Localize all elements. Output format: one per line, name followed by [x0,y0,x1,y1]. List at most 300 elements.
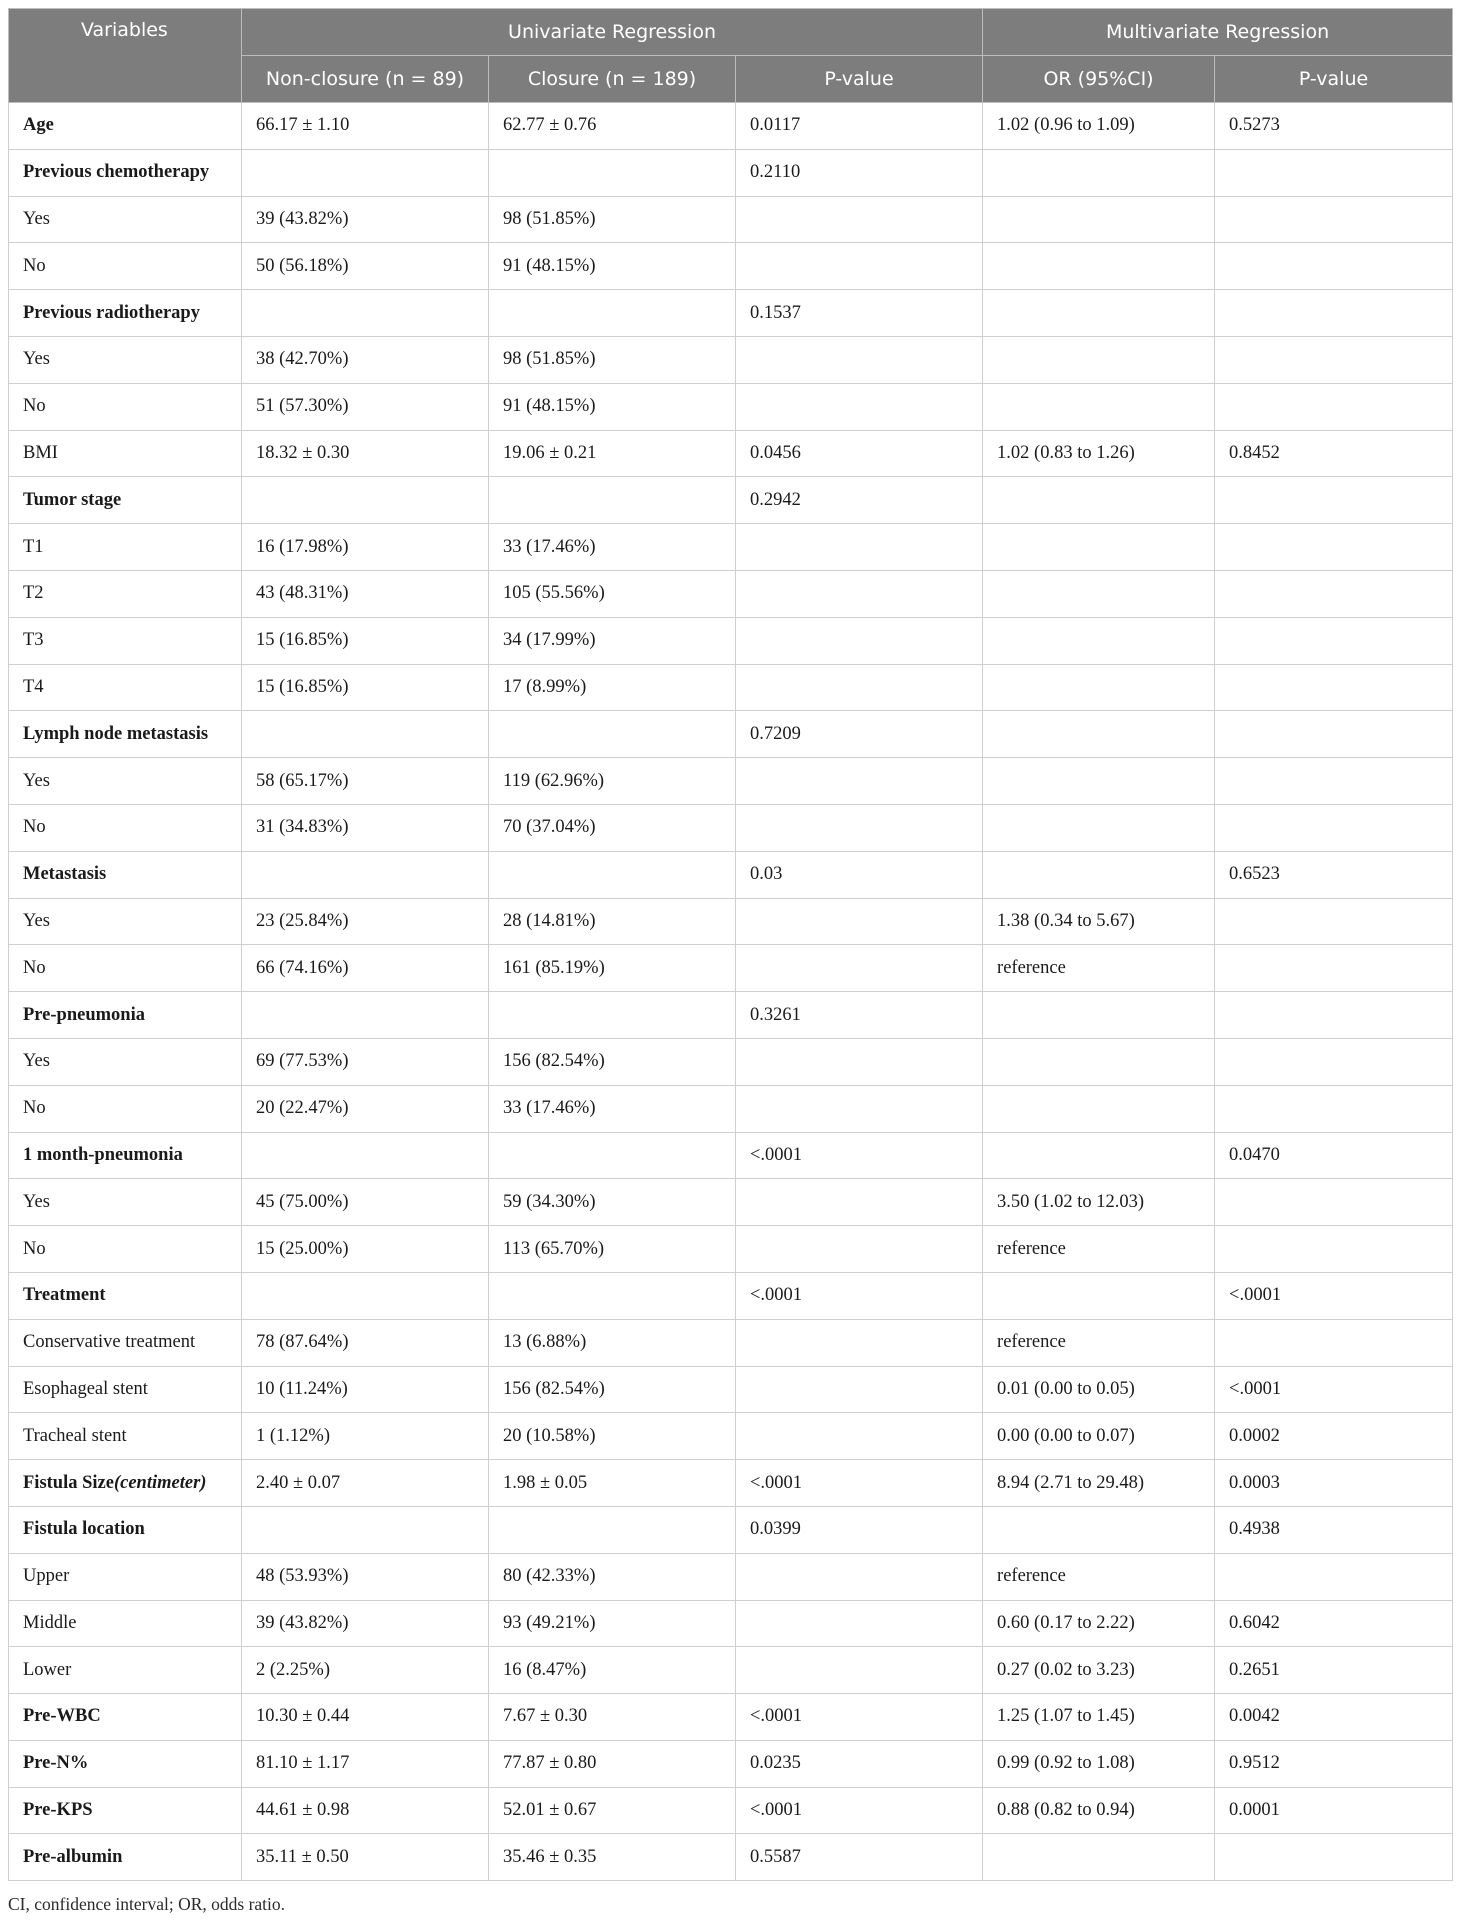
variable-cell [9,992,242,1039]
non-closure-cell [242,1506,489,1553]
odds-ratio-cell: 8.94 (2.71 to 29.48) [983,1460,1215,1507]
multivariate-p-cell: 0.9512 [1215,1740,1453,1787]
closure-cell: 91 (48.15%) [489,383,736,430]
univariate-p-cell [736,945,983,992]
closure-cell: 13 (6.88%) [489,1319,736,1366]
multivariate-p-cell: 0.0002 [1215,1413,1453,1460]
closure-cell: 156 (82.54%) [489,1038,736,1085]
variable-label: BMI [23,442,58,463]
odds-ratio-cell [983,477,1215,524]
table-row [9,1366,1453,1413]
variable-cell [9,1319,242,1366]
closure-cell: 70 (37.04%) [489,804,736,851]
non-closure-cell [242,992,489,1039]
variable-label: Previous chemotherapy [23,162,210,183]
closure-cell [489,1132,736,1179]
odds-ratio-cell: 1.38 (0.34 to 5.67) [983,898,1215,945]
table-row [9,1647,1453,1694]
closure-cell: 7.67 ± 0.30 [489,1694,736,1741]
odds-ratio-cell: 1.25 (1.07 to 1.45) [983,1694,1215,1741]
table-header [9,9,1453,103]
closure-cell: 33 (17.46%) [489,1085,736,1132]
non-closure-cell: 44.61 ± 0.98 [242,1787,489,1834]
variable-unit: (centimeter) [113,1472,207,1493]
closure-cell [489,290,736,337]
non-closure-cell: 15 (16.85%) [242,664,489,711]
non-closure-cell: 35.11 ± 0.50 [242,1834,489,1881]
non-closure-cell: 38 (42.70%) [242,336,489,383]
closure-cell: 80 (42.33%) [489,1553,736,1600]
multivariate-p-cell: 0.0001 [1215,1787,1453,1834]
table-row [9,477,1453,524]
table-row [9,945,1453,992]
variable-cell [9,1038,242,1085]
variable-cell [9,336,242,383]
non-closure-cell: 58 (65.17%) [242,758,489,805]
non-closure-cell [242,1272,489,1319]
variable-label: No [23,817,46,838]
odds-ratio-cell [983,524,1215,571]
closure-cell: 52.01 ± 0.67 [489,1787,736,1834]
multivariate-p-cell [1215,1038,1453,1085]
multivariate-p-cell: 0.4938 [1215,1506,1453,1553]
variable-cell [9,711,242,758]
odds-ratio-cell: 0.99 (0.92 to 1.08) [983,1740,1215,1787]
univariate-p-cell: <.0001 [736,1272,983,1319]
non-closure-cell: 50 (56.18%) [242,243,489,290]
table-row [9,1038,1453,1085]
odds-ratio-cell: 0.27 (0.02 to 3.23) [983,1647,1215,1694]
header-univariate: Univariate Regression [242,9,983,56]
multivariate-p-cell: 0.0042 [1215,1694,1453,1741]
non-closure-cell [242,477,489,524]
variable-cell [9,430,242,477]
variable-label: Treatment [23,1285,106,1306]
variable-label: T3 [23,630,44,651]
table-row [9,758,1453,805]
variable-label: T1 [23,536,44,557]
variable-label: Upper [23,1566,70,1587]
variable-cell [9,196,242,243]
multivariate-p-cell [1215,711,1453,758]
variable-label: Fistula location [23,1519,145,1540]
odds-ratio-cell [983,196,1215,243]
non-closure-cell: 1 (1.12%) [242,1413,489,1460]
variable-cell [9,1085,242,1132]
closure-cell: 17 (8.99%) [489,664,736,711]
multivariate-p-cell [1215,1834,1453,1881]
univariate-p-cell [736,1038,983,1085]
closure-cell: 113 (65.70%) [489,1226,736,1273]
univariate-p-cell: 0.7209 [736,711,983,758]
variable-label: Yes [23,910,50,931]
variable-label: Conservative treatment [23,1332,196,1353]
multivariate-p-cell: 0.0470 [1215,1132,1453,1179]
closure-cell: 156 (82.54%) [489,1366,736,1413]
variable-cell [9,383,242,430]
univariate-p-cell [736,1319,983,1366]
variable-cell [9,898,242,945]
variable-label: No [23,396,46,417]
univariate-p-cell: <.0001 [736,1460,983,1507]
non-closure-cell: 48 (53.93%) [242,1553,489,1600]
univariate-p-cell [736,1600,983,1647]
variable-label: Lymph node metastasis [23,723,209,744]
multivariate-p-cell: 0.6523 [1215,851,1453,898]
closure-cell: 34 (17.99%) [489,617,736,664]
multivariate-p-cell [1215,1553,1453,1600]
variable-cell [9,945,242,992]
variable-cell [9,1600,242,1647]
table-row [9,1413,1453,1460]
variable-cell [9,1647,242,1694]
multivariate-p-cell [1215,243,1453,290]
table-row [9,804,1453,851]
odds-ratio-cell [983,336,1215,383]
variable-cell [9,1506,242,1553]
closure-cell [489,711,736,758]
univariate-p-cell [736,898,983,945]
odds-ratio-cell: reference [983,1226,1215,1273]
odds-ratio-cell [983,664,1215,711]
header-variables: Variables [9,9,242,103]
univariate-p-cell [736,1553,983,1600]
variable-label: Yes [23,349,50,370]
odds-ratio-cell [983,851,1215,898]
header-multivariate-p-value: P-value [1215,56,1453,103]
closure-cell: 33 (17.46%) [489,524,736,571]
variable-label: Age [23,115,54,136]
multivariate-p-cell [1215,196,1453,243]
closure-cell: 105 (55.56%) [489,570,736,617]
univariate-p-cell: 0.5587 [736,1834,983,1881]
variable-label: No [23,1238,46,1259]
variable-label: Tumor stage [23,489,122,510]
non-closure-cell: 39 (43.82%) [242,1600,489,1647]
odds-ratio-cell: 0.01 (0.00 to 0.05) [983,1366,1215,1413]
multivariate-p-cell [1215,1319,1453,1366]
odds-ratio-cell [983,243,1215,290]
variable-cell [9,1132,242,1179]
non-closure-cell: 81.10 ± 1.17 [242,1740,489,1787]
variable-label: Yes [23,1051,50,1072]
variable-cell [9,1179,242,1226]
multivariate-p-cell: 0.2651 [1215,1647,1453,1694]
multivariate-p-cell [1215,290,1453,337]
variable-label: No [23,255,46,276]
non-closure-cell [242,711,489,758]
univariate-p-cell [736,617,983,664]
variable-cell [9,758,242,805]
table-row [9,1085,1453,1132]
multivariate-p-cell: 0.0003 [1215,1460,1453,1507]
odds-ratio-cell: 0.60 (0.17 to 2.22) [983,1600,1215,1647]
univariate-p-cell: 0.03 [736,851,983,898]
closure-cell: 28 (14.81%) [489,898,736,945]
variable-label: Pre-albumin [23,1846,123,1867]
variable-cell [9,290,242,337]
non-closure-cell: 66 (74.16%) [242,945,489,992]
table-row [9,430,1453,477]
closure-cell: 98 (51.85%) [489,336,736,383]
non-closure-cell [242,851,489,898]
univariate-p-cell: <.0001 [736,1694,983,1741]
non-closure-cell: 43 (48.31%) [242,570,489,617]
table-row [9,617,1453,664]
variable-label: Lower [23,1659,72,1680]
table-row [9,524,1453,571]
non-closure-cell: 10.30 ± 0.44 [242,1694,489,1741]
closure-cell: 19.06 ± 0.21 [489,430,736,477]
non-closure-cell: 31 (34.83%) [242,804,489,851]
multivariate-p-cell: 0.8452 [1215,430,1453,477]
odds-ratio-cell [983,1834,1215,1881]
odds-ratio-cell [983,804,1215,851]
variable-cell [9,1460,242,1507]
multivariate-p-cell [1215,945,1453,992]
table-row [9,1272,1453,1319]
closure-cell: 16 (8.47%) [489,1647,736,1694]
closure-cell [489,992,736,1039]
multivariate-p-cell [1215,1085,1453,1132]
multivariate-p-cell [1215,664,1453,711]
table-row [9,149,1453,196]
table-row [9,336,1453,383]
univariate-p-cell [736,196,983,243]
non-closure-cell: 15 (25.00%) [242,1226,489,1273]
closure-cell: 77.87 ± 0.80 [489,1740,736,1787]
variable-cell [9,1694,242,1741]
variable-label: Middle [23,1612,77,1633]
closure-cell [489,1272,736,1319]
closure-cell [489,851,736,898]
variable-cell [9,1740,242,1787]
header-multivariate: Multivariate Regression [983,9,1453,56]
multivariate-p-cell [1215,758,1453,805]
odds-ratio-cell [983,149,1215,196]
non-closure-cell: 51 (57.30%) [242,383,489,430]
variable-cell [9,103,242,150]
univariate-p-cell [736,1226,983,1273]
univariate-p-cell: 0.3261 [736,992,983,1039]
multivariate-p-cell [1215,992,1453,1039]
closure-cell: 20 (10.58%) [489,1413,736,1460]
variable-cell [9,804,242,851]
odds-ratio-cell: reference [983,1319,1215,1366]
closure-cell: 59 (34.30%) [489,1179,736,1226]
univariate-p-cell [736,570,983,617]
closure-cell: 1.98 ± 0.05 [489,1460,736,1507]
table-row [9,1179,1453,1226]
variable-cell [9,243,242,290]
closure-cell [489,477,736,524]
multivariate-p-cell [1215,617,1453,664]
univariate-p-cell [736,243,983,290]
univariate-p-cell [736,524,983,571]
header-univariate-p-value: P-value [736,56,983,103]
univariate-p-cell [736,1413,983,1460]
variable-cell [9,1366,242,1413]
table-row [9,243,1453,290]
closure-cell: 93 (49.21%) [489,1600,736,1647]
odds-ratio-cell [983,711,1215,758]
table-row [9,196,1453,243]
header-non-closure: Non-closure (n = 89) [242,56,489,103]
header-odds-ratio: OR (95%CI) [983,56,1215,103]
non-closure-cell: 2 (2.25%) [242,1647,489,1694]
variable-label: T2 [23,583,44,604]
odds-ratio-cell: 1.02 (0.96 to 1.09) [983,103,1215,150]
odds-ratio-cell: 1.02 (0.83 to 1.26) [983,430,1215,477]
table-row [9,851,1453,898]
univariate-p-cell [736,383,983,430]
variable-cell [9,477,242,524]
closure-cell: 91 (48.15%) [489,243,736,290]
variable-label: Pre-N% [23,1753,89,1774]
variable-cell [9,149,242,196]
variable-label: Yes [23,208,50,229]
odds-ratio-cell: 0.88 (0.82 to 0.94) [983,1787,1215,1834]
non-closure-cell: 69 (77.53%) [242,1038,489,1085]
univariate-p-cell: 0.2942 [736,477,983,524]
table-row [9,383,1453,430]
univariate-p-cell: 0.0399 [736,1506,983,1553]
table-row [9,1132,1453,1179]
multivariate-p-cell: 0.5273 [1215,103,1453,150]
header-row-top [9,9,1453,56]
univariate-p-cell: <.0001 [736,1132,983,1179]
table-row [9,1600,1453,1647]
univariate-p-cell: 0.1537 [736,290,983,337]
multivariate-p-cell [1215,1179,1453,1226]
table-row [9,992,1453,1039]
odds-ratio-cell [983,617,1215,664]
table-body [9,103,1453,1881]
odds-ratio-cell [983,1272,1215,1319]
multivariate-p-cell [1215,898,1453,945]
multivariate-p-cell [1215,477,1453,524]
variable-label: No [23,1098,46,1119]
variable-label: Pre-KPS [23,1800,93,1821]
univariate-p-cell [736,758,983,805]
closure-cell [489,1506,736,1553]
variable-cell [9,524,242,571]
odds-ratio-cell [983,992,1215,1039]
odds-ratio-cell [983,1038,1215,1085]
table-row [9,1787,1453,1834]
variable-label: Esophageal stent [23,1378,148,1399]
odds-ratio-cell [983,1132,1215,1179]
non-closure-cell: 16 (17.98%) [242,524,489,571]
variable-cell [9,570,242,617]
variable-label: Pre-pneumonia [23,1004,145,1025]
multivariate-p-cell: <.0001 [1215,1366,1453,1413]
table-row [9,1226,1453,1273]
variable-cell [9,851,242,898]
univariate-p-cell: 0.2110 [736,149,983,196]
variable-cell [9,664,242,711]
variable-cell [9,1272,242,1319]
variable-cell [9,1413,242,1460]
closure-cell: 119 (62.96%) [489,758,736,805]
multivariate-p-cell [1215,804,1453,851]
non-closure-cell [242,290,489,337]
table-row [9,1834,1453,1881]
closure-cell: 35.46 ± 0.35 [489,1834,736,1881]
non-closure-cell [242,1132,489,1179]
regression-table [8,8,1453,1881]
odds-ratio-cell: 0.00 (0.00 to 0.07) [983,1413,1215,1460]
closure-cell: 161 (85.19%) [489,945,736,992]
regression-table-container [8,8,1452,1881]
closure-cell [489,149,736,196]
univariate-p-cell [736,664,983,711]
table-row [9,290,1453,337]
univariate-p-cell: 0.0117 [736,103,983,150]
univariate-p-cell: 0.0235 [736,1740,983,1787]
multivariate-p-cell [1215,570,1453,617]
odds-ratio-cell [983,383,1215,430]
odds-ratio-cell [983,1085,1215,1132]
variable-label: Yes [23,1191,50,1212]
multivariate-p-cell: 0.6042 [1215,1600,1453,1647]
table-row [9,570,1453,617]
table-row [9,1319,1453,1366]
non-closure-cell: 15 (16.85%) [242,617,489,664]
variable-label: No [23,957,46,978]
non-closure-cell [242,149,489,196]
multivariate-p-cell: <.0001 [1215,1272,1453,1319]
multivariate-p-cell [1215,336,1453,383]
table-row [9,1694,1453,1741]
non-closure-cell: 23 (25.84%) [242,898,489,945]
variable-label: Metastasis [23,864,107,885]
odds-ratio-cell [983,290,1215,337]
univariate-p-cell [736,1085,983,1132]
variable-cell [9,1787,242,1834]
table-row [9,898,1453,945]
non-closure-cell: 20 (22.47%) [242,1085,489,1132]
odds-ratio-cell [983,570,1215,617]
multivariate-p-cell [1215,524,1453,571]
multivariate-p-cell [1215,149,1453,196]
footnote: CI, confidence interval; OR, odds ratio. [8,1894,286,1914]
variable-label: Tracheal stent [23,1425,127,1446]
variable-label: Pre-WBC [23,1706,101,1727]
odds-ratio-cell [983,1506,1215,1553]
variable-cell [9,617,242,664]
variable-label: Previous radiotherapy [23,302,200,323]
non-closure-cell: 39 (43.82%) [242,196,489,243]
table-row [9,711,1453,758]
variable-cell [9,1553,242,1600]
header-closure: Closure (n = 189) [489,56,736,103]
odds-ratio-cell: reference [983,1553,1215,1600]
closure-cell: 98 (51.85%) [489,196,736,243]
multivariate-p-cell [1215,1226,1453,1273]
non-closure-cell: 45 (75.00%) [242,1179,489,1226]
non-closure-cell: 66.17 ± 1.10 [242,103,489,150]
variable-label: Fistula Size [23,1472,114,1493]
univariate-p-cell: <.0001 [736,1787,983,1834]
variable-label: Yes [23,770,50,791]
univariate-p-cell [736,336,983,383]
univariate-p-cell [736,804,983,851]
variable-label: 1 month-pneumonia [23,1144,183,1165]
non-closure-cell: 78 (87.64%) [242,1319,489,1366]
table-row [9,103,1453,150]
odds-ratio-cell [983,758,1215,805]
